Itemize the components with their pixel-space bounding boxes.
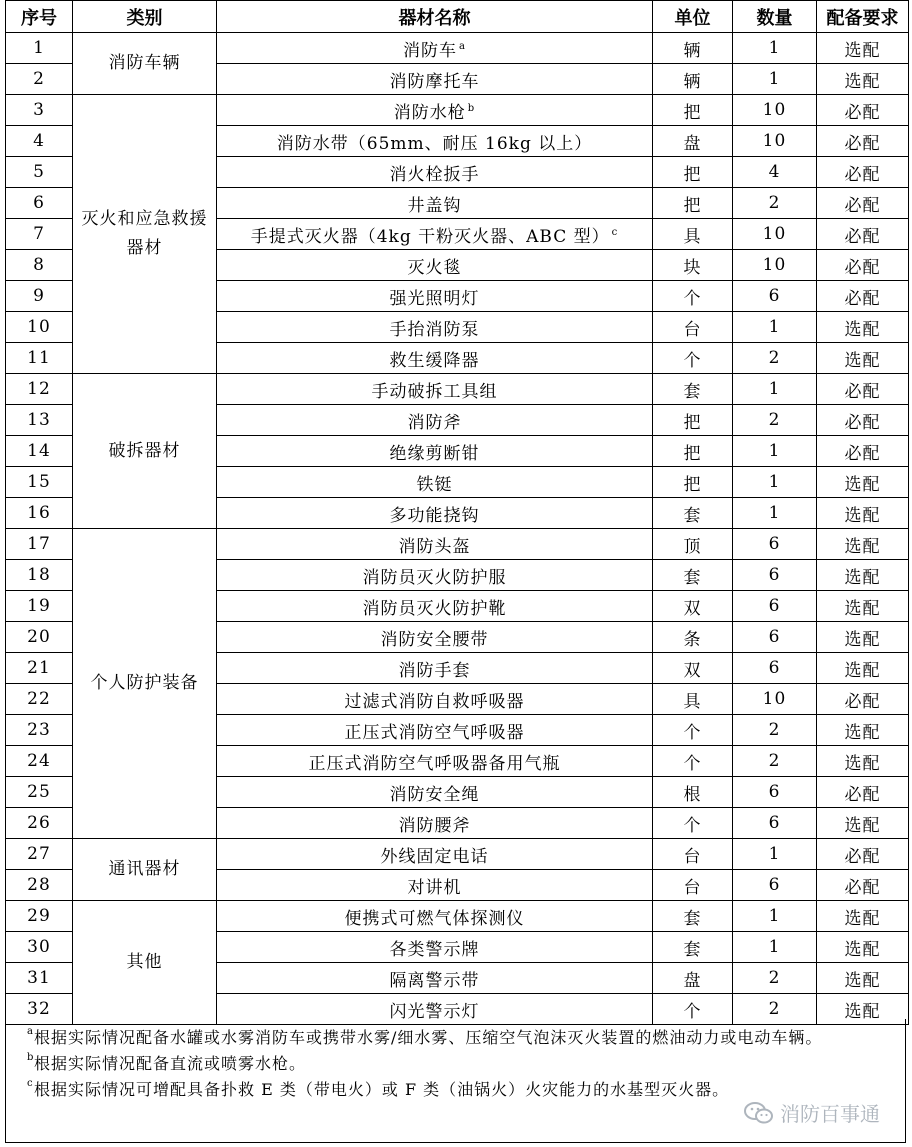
row-index: 10	[6, 312, 73, 343]
requirement: 必配	[817, 126, 909, 157]
row-index: 19	[6, 591, 73, 622]
header-name: 器材名称	[217, 1, 653, 33]
unit: 双	[653, 653, 733, 684]
equipment-name	[217, 932, 653, 963]
equipment-name-text: 闪光警示灯	[389, 1001, 480, 1022]
header-row	[6, 1, 909, 33]
requirement: 必配	[817, 839, 909, 870]
unit: 套	[653, 498, 733, 529]
unit: 套	[653, 374, 733, 405]
quantity: 10	[733, 95, 817, 126]
table-row	[6, 374, 909, 405]
equipment-name	[217, 436, 653, 467]
row-index: 2	[6, 64, 73, 95]
equipment-name	[217, 467, 653, 498]
equipment-name-text: 消防斧	[407, 412, 462, 433]
unit: 顶	[653, 529, 733, 560]
unit: 把	[653, 436, 733, 467]
equipment-name	[217, 591, 653, 622]
note-b	[27, 1051, 895, 1077]
requirement: 选配	[817, 560, 909, 591]
quantity: 6	[733, 529, 817, 560]
row-index: 17	[6, 529, 73, 560]
note-text: 根据实际情况配备水罐或水雾消防车或携带水雾/细水雾、压缩空气泡沫灭火装置的燃油动力或电动车辆。	[34, 1028, 823, 1047]
category-other: 其他	[73, 901, 217, 1025]
equipment-name-text: 强光照明灯	[389, 288, 480, 309]
requirement: 选配	[817, 498, 909, 529]
unit: 具	[653, 684, 733, 715]
equipment-name	[217, 312, 653, 343]
quantity: 4	[733, 157, 817, 188]
quantity: 2	[733, 188, 817, 219]
footnote-marker: a	[459, 40, 466, 52]
equipment-name	[217, 374, 653, 405]
quantity: 6	[733, 653, 817, 684]
header-quantity: 数量	[733, 1, 817, 33]
quantity: 1	[733, 312, 817, 343]
requirement: 必配	[817, 870, 909, 901]
equipment-name-text: 消防水枪	[393, 102, 466, 123]
equipment-name	[217, 498, 653, 529]
equipment-name	[217, 715, 653, 746]
row-index: 20	[6, 622, 73, 653]
row-index: 26	[6, 808, 73, 839]
equipment-name-text: 手动破拆工具组	[371, 381, 498, 402]
unit: 把	[653, 467, 733, 498]
quantity: 1	[733, 374, 817, 405]
row-index: 32	[6, 994, 73, 1025]
row-index: 1	[6, 33, 73, 64]
equipment-name	[217, 64, 653, 95]
equipment-name-text: 绝缘剪断钳	[389, 443, 480, 464]
requirement: 必配	[817, 188, 909, 219]
equipment-name	[217, 839, 653, 870]
requirement: 选配	[817, 808, 909, 839]
note-a	[27, 1025, 895, 1051]
equipment-name-text: 正压式消防空气呼吸器	[344, 722, 525, 743]
quantity: 2	[733, 343, 817, 374]
equipment-name-text: 消防员灭火防护靴	[362, 598, 507, 619]
requirement: 选配	[817, 963, 909, 994]
row-index: 7	[6, 219, 73, 250]
unit: 块	[653, 250, 733, 281]
equipment-name-text: 消防头盔	[398, 536, 471, 557]
row-index: 8	[6, 250, 73, 281]
table-body	[6, 33, 909, 1025]
quantity: 10	[733, 250, 817, 281]
category-comm: 通讯器材	[73, 839, 217, 901]
quantity: 6	[733, 808, 817, 839]
watermark-text: 消防百事通	[780, 1102, 880, 1126]
equipment-name	[217, 343, 653, 374]
quantity: 1	[733, 467, 817, 498]
requirement: 必配	[817, 777, 909, 808]
requirement: 必配	[817, 250, 909, 281]
requirement: 必配	[817, 219, 909, 250]
note-marker: b	[27, 1052, 35, 1063]
requirement: 选配	[817, 746, 909, 777]
equipment-name	[217, 529, 653, 560]
unit: 把	[653, 95, 733, 126]
note-marker: c	[27, 1078, 34, 1089]
equipment-name	[217, 808, 653, 839]
equipment-name-text: 消防腰斧	[398, 815, 471, 836]
unit: 个	[653, 994, 733, 1025]
quantity: 1	[733, 498, 817, 529]
requirement: 选配	[817, 529, 909, 560]
equipment-name-text: 消火栓扳手	[389, 164, 480, 185]
equipment-name-text: 铁铤	[416, 474, 453, 495]
requirement: 选配	[817, 715, 909, 746]
equipment-name-text: 各类警示牌	[389, 939, 480, 960]
equipment-name-text: 消防员灭火防护服	[362, 567, 507, 588]
requirement: 必配	[817, 95, 909, 126]
table-row	[6, 901, 909, 932]
unit: 个	[653, 343, 733, 374]
header-index: 序号	[6, 1, 73, 33]
unit: 台	[653, 312, 733, 343]
row-index: 29	[6, 901, 73, 932]
quantity: 10	[733, 126, 817, 157]
requirement: 选配	[817, 994, 909, 1025]
equipment-name-text: 灭火毯	[407, 257, 462, 278]
row-index: 31	[6, 963, 73, 994]
equipment-name-text: 救生缓降器	[389, 350, 480, 371]
row-index: 14	[6, 436, 73, 467]
row-index: 30	[6, 932, 73, 963]
row-index: 16	[6, 498, 73, 529]
row-index: 27	[6, 839, 73, 870]
category-protection: 个人防护装备	[73, 529, 217, 839]
equipment-name-text: 手提式灭火器（4kg 干粉灭火器、ABC 型）	[250, 226, 610, 247]
unit: 双	[653, 591, 733, 622]
header-unit: 单位	[653, 1, 733, 33]
quantity: 2	[733, 715, 817, 746]
unit: 台	[653, 870, 733, 901]
row-index: 22	[6, 684, 73, 715]
unit: 个	[653, 281, 733, 312]
equipment-name-text: 外线固定电话	[380, 846, 489, 867]
requirement: 选配	[817, 467, 909, 498]
row-index: 6	[6, 188, 73, 219]
equipment-name-text: 手抬消防泵	[389, 319, 480, 340]
row-index: 28	[6, 870, 73, 901]
unit: 套	[653, 901, 733, 932]
quantity: 1	[733, 64, 817, 95]
equipment-name-text: 多功能挠钩	[389, 505, 480, 526]
row-index: 9	[6, 281, 73, 312]
table-row	[6, 95, 909, 126]
note-text: 根据实际情况配备直流或喷雾水枪。	[34, 1054, 307, 1073]
equipment-name	[217, 33, 653, 64]
requirement: 必配	[817, 405, 909, 436]
note-text: 根据实际情况可增配具备扑救 E 类（带电火）或 F 类（油锅火）火灾能力的水基型灭火器。	[34, 1080, 730, 1099]
table-row	[6, 33, 909, 64]
equipment-table	[5, 0, 909, 1025]
row-index: 24	[6, 746, 73, 777]
unit: 盘	[653, 963, 733, 994]
equipment-name-text: 便携式可燃气体探测仪	[344, 908, 525, 929]
quantity: 6	[733, 777, 817, 808]
equipment-name	[217, 777, 653, 808]
quantity: 6	[733, 622, 817, 653]
equipment-name	[217, 95, 653, 126]
quantity: 2	[733, 963, 817, 994]
header-requirement: 配备要求	[817, 1, 909, 33]
equipment-name	[217, 560, 653, 591]
quantity: 2	[733, 746, 817, 777]
equipment-name-text: 对讲机	[407, 877, 462, 898]
requirement: 选配	[817, 64, 909, 95]
row-index: 21	[6, 653, 73, 684]
row-index: 3	[6, 95, 73, 126]
requirement: 选配	[817, 622, 909, 653]
requirement: 必配	[817, 374, 909, 405]
row-index: 12	[6, 374, 73, 405]
quantity: 2	[733, 405, 817, 436]
quantity: 1	[733, 33, 817, 64]
unit: 个	[653, 808, 733, 839]
equipment-name-text: 隔离警示带	[389, 970, 480, 991]
equipment-name	[217, 746, 653, 777]
requirement: 必配	[817, 281, 909, 312]
footnote-marker: b	[467, 102, 476, 114]
requirement: 选配	[817, 901, 909, 932]
quantity: 6	[733, 560, 817, 591]
category-vehicles: 消防车辆	[73, 33, 217, 95]
requirement: 选配	[817, 591, 909, 622]
quantity: 1	[733, 839, 817, 870]
requirement: 必配	[817, 436, 909, 467]
equipment-name	[217, 870, 653, 901]
unit: 辆	[653, 33, 733, 64]
equipment-name-text: 消防水带（65mm、耐压 16kg 以上）	[276, 133, 593, 154]
quantity: 1	[733, 932, 817, 963]
quantity: 6	[733, 591, 817, 622]
table-row	[6, 529, 909, 560]
footnote-marker: c	[611, 226, 619, 238]
equipment-name	[217, 963, 653, 994]
requirement: 选配	[817, 33, 909, 64]
equipment-name	[217, 653, 653, 684]
row-index: 18	[6, 560, 73, 591]
row-index: 11	[6, 343, 73, 374]
quantity: 6	[733, 281, 817, 312]
equipment-name-text: 过滤式消防自救呼吸器	[344, 691, 525, 712]
row-index: 23	[6, 715, 73, 746]
quantity: 1	[733, 901, 817, 932]
requirement: 选配	[817, 653, 909, 684]
row-index: 5	[6, 157, 73, 188]
equipment-name-text: 消防安全绳	[389, 784, 480, 805]
unit: 具	[653, 219, 733, 250]
quantity: 6	[733, 870, 817, 901]
unit: 套	[653, 932, 733, 963]
wechat-icon	[744, 1101, 774, 1125]
row-index: 4	[6, 126, 73, 157]
unit: 盘	[653, 126, 733, 157]
table-row	[6, 839, 909, 870]
equipment-name	[217, 126, 653, 157]
unit: 套	[653, 560, 733, 591]
equipment-table-container	[5, 0, 908, 1143]
requirement: 必配	[817, 684, 909, 715]
equipment-name-text: 消防安全腰带	[380, 629, 489, 650]
requirement: 必配	[817, 157, 909, 188]
equipment-name	[217, 684, 653, 715]
row-index: 25	[6, 777, 73, 808]
equipment-name	[217, 281, 653, 312]
category-rescue: 灭火和应急救援器材	[73, 95, 217, 374]
quantity: 2	[733, 994, 817, 1025]
equipment-name	[217, 157, 653, 188]
unit: 辆	[653, 64, 733, 95]
watermark	[740, 1096, 884, 1129]
unit: 条	[653, 622, 733, 653]
requirement: 选配	[817, 343, 909, 374]
equipment-name-text: 正压式消防空气呼吸器备用气瓶	[308, 753, 561, 774]
unit: 把	[653, 188, 733, 219]
note-marker: a	[27, 1026, 34, 1037]
equipment-name-text: 消防车	[403, 40, 458, 61]
equipment-name	[217, 405, 653, 436]
unit: 台	[653, 839, 733, 870]
equipment-name	[217, 188, 653, 219]
equipment-name	[217, 219, 653, 250]
unit: 个	[653, 715, 733, 746]
row-index: 13	[6, 405, 73, 436]
requirement: 选配	[817, 932, 909, 963]
quantity: 1	[733, 436, 817, 467]
unit: 根	[653, 777, 733, 808]
equipment-name	[217, 250, 653, 281]
unit: 个	[653, 746, 733, 777]
quantity: 10	[733, 219, 817, 250]
equipment-name	[217, 622, 653, 653]
header-category: 类别	[73, 1, 217, 33]
equipment-name-text: 消防手套	[398, 660, 471, 681]
quantity: 10	[733, 684, 817, 715]
unit: 把	[653, 405, 733, 436]
row-index: 15	[6, 467, 73, 498]
equipment-name	[217, 901, 653, 932]
equipment-name-text: 消防摩托车	[389, 71, 480, 92]
unit: 把	[653, 157, 733, 188]
requirement: 选配	[817, 312, 909, 343]
category-breaking: 破拆器材	[73, 374, 217, 529]
equipment-name-text: 井盖钩	[407, 195, 462, 216]
